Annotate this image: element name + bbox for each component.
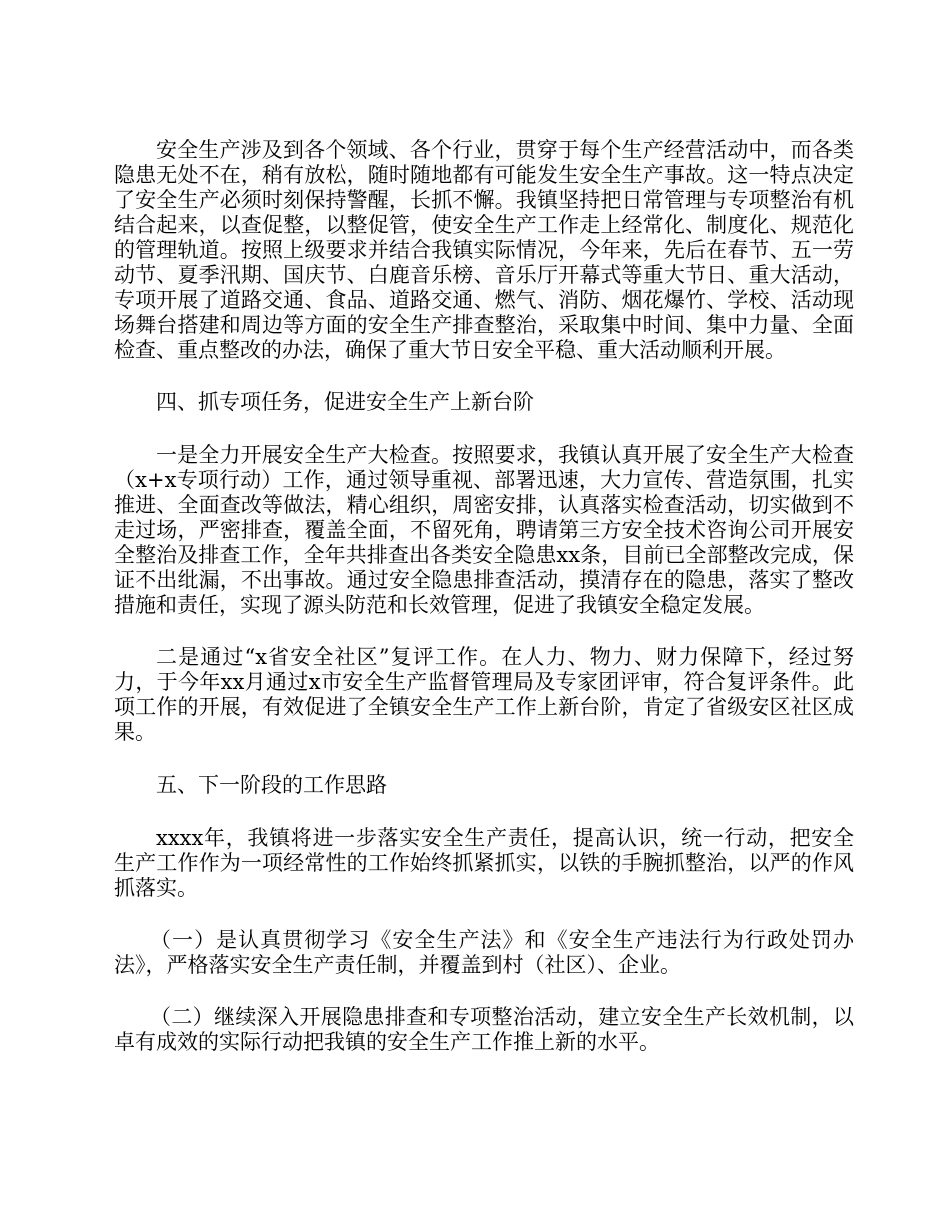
paragraph-next-year-plan: xxxx年，我镇将进一步落实安全生产责任，提高认识，统一行动，把安全生产工作作为一项经常性的工作始终抓紧抓实，以铁的手腕抓整治，以严的作风抓落实。 (114, 826, 854, 900)
section-heading-four: 四、抓专项任务，促进安全生产上新台阶 (156, 390, 534, 414)
paragraph-safety-overview: 安全生产涉及到各个领域、各个行业，贯穿于每个生产经营活动中，而各类隐患无处不在，稍有放松，随时随地都有可能发生安全生产事故。这一特点决定了安全生产必须时刻保持警醒，长抓不懈。我镇坚持把日常管理与专项整治有机结合起来，以查促整，以整促管，使安全生产工作走上经常化、制度化、规范化的管理轨道。按照上级要求并结合我镇实际情况，今年来，先后在春节、五一劳动节、夏季汛期、国庆节、白鹿音乐榜、音乐厅开幕式等重大节日、重大活动，专项开展了道路交通、食品、道路交通、燃气、消防、烟花爆竹、学校、活动现场舞台搭建和周边等方面的安全生产排查整治，采取集中时间、集中力量、全面检查、重点整改的办法，确保了重大节日安全平稳、重大活动顺利开展。 (114, 138, 854, 362)
paragraph-safe-community: 二是通过“x省安全社区”复评工作。在人力、物力、财力保障下，经过努力，于今年xx月通过x市安全生产监督管理局及专家团评审，符合复评条件。此项工作的开展，有效促进了全镇安全生产工作上新台阶，肯定了省级安区社区成果。 (114, 645, 854, 744)
section-heading-five: 五、下一阶段的工作思路 (156, 773, 387, 797)
paragraph-item-two: （二）继续深入开展隐患排查和专项整治活动，建立安全生产长效机制，以卓有成效的实际行动把我镇的安全生产工作推上新的水平。 (114, 1005, 854, 1054)
paragraph-safety-inspection: 一是全力开展安全生产大检查。按照要求，我镇认真开展了安全生产大检查（x+x专项行动）工作，通过领导重视、部署迅速，大力宣传、营造氛围，扎实推进、全面查改等做法，精心组织，周密安排，认真落实检查活动，切实做到不走过场，严密排查，覆盖全面，不留死角，聘请第三方安全技术咨询公司开展安全整治及排查工作，全年共排查出各类安全隐患xx条，目前已全部整改完成，保证不出纰漏，不出事故。通过安全隐患排查活动，摸清存在的隐患，落实了整改措施和责任，实现了源头防范和长效管理，促进了我镇安全稳定发展。 (114, 443, 854, 617)
document-body (114, 138, 854, 1055)
paragraph-item-one: （一）是认真贯彻学习《安全生产法》和《安全生产违法行为行政处罚办法》，严格落实安全生产责任制，并覆盖到村（社区）、企业。 (114, 928, 854, 977)
